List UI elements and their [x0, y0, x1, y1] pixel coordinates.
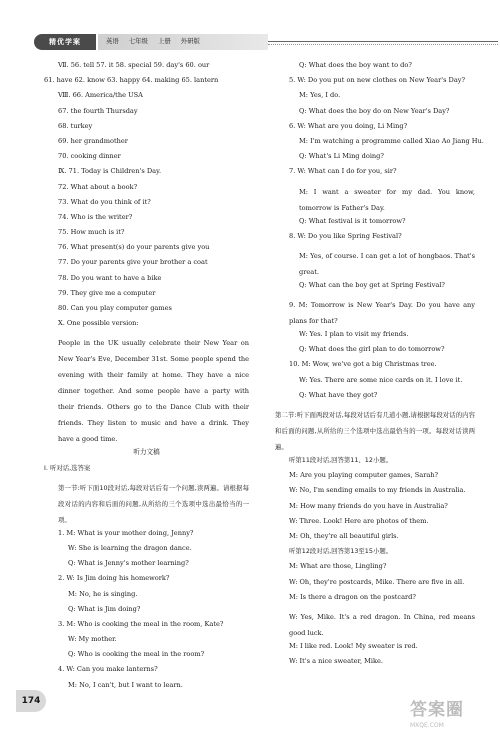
text-line: W: It's a nice sweater, Mike. [289, 657, 384, 666]
text-line: Q: What does the boy want to do? [299, 61, 412, 69]
text-line: 第一节:听下面10段对话,每段对话后有一个问题,读两遍。请根据每段对话的内容和后面的问题,从所给的三个选项中选出最恰当的一项。 [58, 483, 249, 524]
text-line: Q: What can the boy get at Spring Festival? [299, 280, 445, 289]
text-line: M: Are you playing computer games, Sarah? [289, 471, 439, 480]
text-line: 听力文稿 [133, 448, 160, 457]
text-line: 69. her grandmother [58, 136, 128, 145]
text-line: 4. W: Can you make lanterns? [58, 665, 158, 674]
text-line: 80. Can you play computer games [58, 304, 172, 312]
text-line: M: What are those, Lingling? [289, 562, 387, 571]
text-line: 68. turkey [58, 121, 93, 130]
text-line: 74. Who is the writer? [58, 212, 133, 221]
text-line: 听第11段对话,回答第11、12小题。 [289, 456, 393, 464]
text-line: 2. W: Is Jim doing his homework? [58, 574, 170, 583]
watermark-sub: MXQE.COM [410, 722, 444, 730]
text-line: Q: Who is cooking the meal in the room? [68, 650, 205, 659]
text-line: W: Yes. I plan to visit my friends. [299, 330, 409, 339]
book-info [98, 34, 268, 50]
text-line: Q: What festival is it tomorrow? [299, 216, 406, 225]
text-line: 6. W: What are you doing, Li Ming? [289, 121, 408, 130]
text-line: Ⅶ. 56. tell 57. it 58. special 59. day's 60. our [58, 61, 210, 69]
text-line: 5. W: Do you put on new clothes on New Year's Day? [289, 76, 466, 85]
text-line: M: Yes, of course. I can get a lot of hongbaos. That's great. [299, 251, 475, 276]
text-line: 3. M: Who is cooking the meal in the room, Kate? [58, 619, 224, 628]
text-line: Ⅷ. 66. America/the USA [58, 91, 143, 100]
text-line: 72. What about a book? [58, 182, 138, 191]
page-header [18, 30, 482, 52]
page-number: 174 [16, 690, 46, 712]
text-line: M: Yes, I do. [299, 91, 341, 100]
text-line: Ⅹ. One possible version: [58, 319, 139, 328]
text-line: W: Yes, Mike. It's a red dragon. In China, red means good luck. [289, 612, 475, 637]
term: 上册 [157, 37, 171, 46]
text-line: 9. M: Tomorrow is New Year's Day. Do you have any plans for that? [289, 301, 475, 326]
series-title: 精优学案 [34, 34, 96, 50]
text-line: W: Yes. There are some nice cards on it. I love it. [299, 375, 463, 384]
header-rule [268, 41, 498, 42]
right-column [275, 61, 484, 673]
text-line: Ⅸ. 71. Today is Children's Day. [58, 167, 162, 176]
text-line: 75. How much is it? [58, 228, 125, 237]
text-line: 10. M: Wow, we've got a big Christmas tree. [289, 360, 437, 369]
left-column [44, 62, 249, 697]
text-line: 61. have 62. know 63. happy 64. making 65. lantern [44, 76, 219, 85]
text-line: M: I'm watching a programme called Xiao Ao Jiang Hu. [299, 136, 484, 145]
text-line: Q: What does the boy do on New Year's Day? [299, 106, 450, 115]
text-line: People in the UK usually celebrate their New Year on New Year's Eve, December 31st. Some people spend the evening with their family at home. They have a nice dinner together. And some people have a party with their friends. Others go to the Dance Club with their friends. They listen to music and have a drink. They have a good time. [58, 339, 249, 444]
text-line: 70. cooking dinner [58, 152, 121, 161]
text-line: W: Oh, they're postcards, Mike. There are five in all. [289, 577, 465, 586]
text-line: 67. the fourth Thursday [58, 106, 138, 115]
grade: 七年级 [128, 37, 148, 46]
text-line: Q: What does the girl plan to do tomorrow? [299, 345, 445, 354]
text-line: Q: What's Li Ming doing? [299, 152, 384, 161]
text-line: M: I want a sweater for my dad. You know, tomorrow is Father's Day. [299, 187, 475, 212]
watermark-main: 答案圈 [410, 700, 464, 720]
text-line: M: No, I can't, but I want to learn. [68, 680, 183, 689]
text-line: W: She is learning the dragon dance. [68, 543, 192, 552]
text-line: M: No, he is singing. [68, 589, 138, 598]
text-line: 听第12段对话,回答第13至15小题。 [289, 547, 393, 556]
text-line: 8. W: Do you like Spring Festival? [289, 231, 402, 240]
text-line: 7. W: What can I do for you, sir? [289, 167, 397, 176]
text-line: M: Is there a dragon on the postcard? [289, 592, 416, 601]
text-line: 第二节:听下面两段对话,每段对话后有几道小题,请根据每段对话的内容和后面的问题,从所给的三个选项中选出最恰当的一项。每段对话读两遍。 [275, 411, 475, 451]
text-line: W: No, I'm sending emails to my friends in Australia. [289, 486, 466, 495]
text-line: W: Three. Look! Here are photos of them. [289, 516, 429, 525]
text-line: 79. They give me a computer [58, 288, 156, 297]
subject: 英语 [106, 37, 119, 46]
header-dotted-rule [268, 44, 498, 45]
text-line: Q: What have they got? [299, 390, 378, 399]
text-line: 1. M: What is your mother doing, Jenny? [58, 528, 194, 537]
text-line: M: Oh, they're all beautiful girls. [289, 531, 399, 540]
text-line: 78. Do you want to have a bike [58, 273, 162, 282]
text-line: W: My mother. [68, 635, 117, 644]
text-line: 76. What present(s) do your parents give you [58, 243, 210, 252]
edition: 外研版 [180, 37, 200, 46]
text-line: 77. Do your parents give your brother a coat [58, 258, 208, 267]
text-line: Ⅰ. 听对话,选答案 [44, 463, 91, 472]
text-line: Q: What is Jenny's mother learning? [68, 559, 189, 568]
text-line: Q: What is Jim doing? [68, 604, 141, 613]
text-line: M: I like red. Look! My sweater is red. [289, 641, 418, 650]
text-line: 73. What do you think of it? [58, 197, 151, 206]
text-line: M: How many friends do you have in Australia? [289, 501, 448, 510]
watermark-logo [410, 700, 490, 736]
